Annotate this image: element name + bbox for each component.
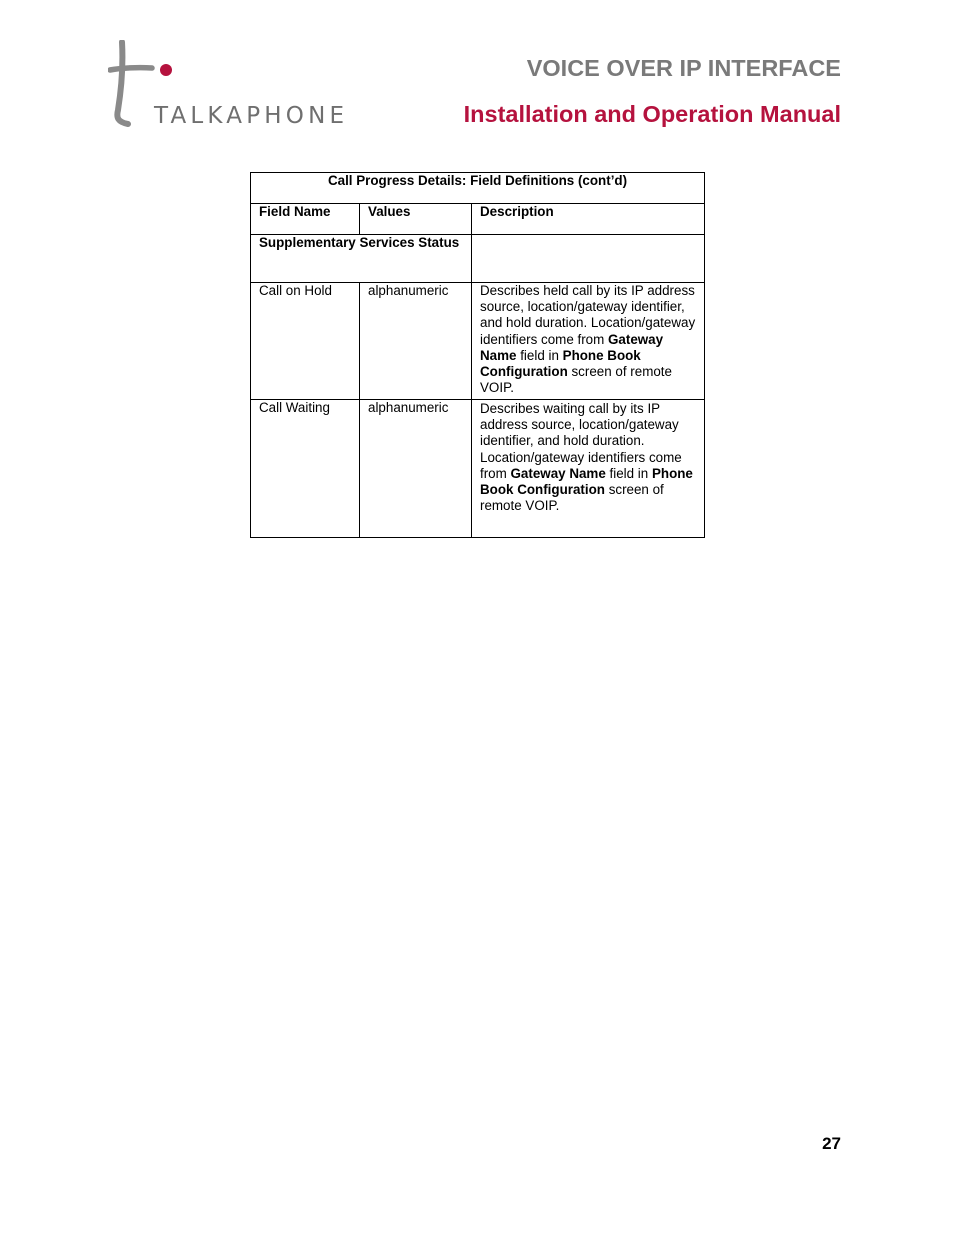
description-text: Describes held call by its IP address source, location/gateway identifier, and hold duration. Location/gateway identifiers come from (480, 283, 696, 347)
table-section-row (251, 235, 705, 283)
section-empty-cell (472, 235, 705, 283)
table-title: Call Progress Details: Field Definitions (cont’d) (251, 173, 705, 204)
description-bold-term: Gateway Name (480, 331, 664, 363)
column-header-values: Values (360, 204, 472, 235)
values-cell: alphanumeric (360, 400, 472, 538)
description-text: screen of remote VOIP. (480, 482, 664, 514)
logo-wordmark: TALKAPHONE (154, 103, 349, 129)
table-row (251, 283, 705, 400)
header-manual-title: Installation and Operation Manual (463, 101, 841, 127)
description-bold-term: Gateway Name (510, 465, 606, 481)
description-text: field in (516, 347, 563, 363)
column-header-field-name: Field Name (251, 204, 360, 235)
table-header-row (251, 204, 705, 235)
header-product-title: VOICE OVER IP INTERFACE (526, 55, 841, 81)
description-cell (472, 400, 705, 538)
description-bold-term: Phone Book Configuration (480, 465, 693, 498)
description-text: screen of remote VOIP. (480, 364, 672, 396)
talkaphone-logo (108, 40, 368, 130)
field-name-cell: Call on Hold (251, 283, 360, 400)
field-name-cell: Call Waiting (251, 400, 360, 538)
description-bold-term: Phone Book Configuration (480, 347, 641, 380)
values-cell: alphanumeric (360, 283, 472, 400)
description-cell (472, 283, 705, 400)
field-definitions-table (250, 172, 705, 538)
page-number: 27 (822, 1134, 841, 1153)
table-row (251, 400, 705, 538)
description-text: field in (605, 465, 652, 481)
table-title-row (251, 173, 705, 204)
column-header-description: Description (472, 204, 705, 235)
section-heading: Supplementary Services Status (251, 235, 472, 283)
description-text: Describes waiting call by its IP address source, location/gateway identifier, and hold duration. Location/gateway identifiers come from (480, 401, 682, 481)
